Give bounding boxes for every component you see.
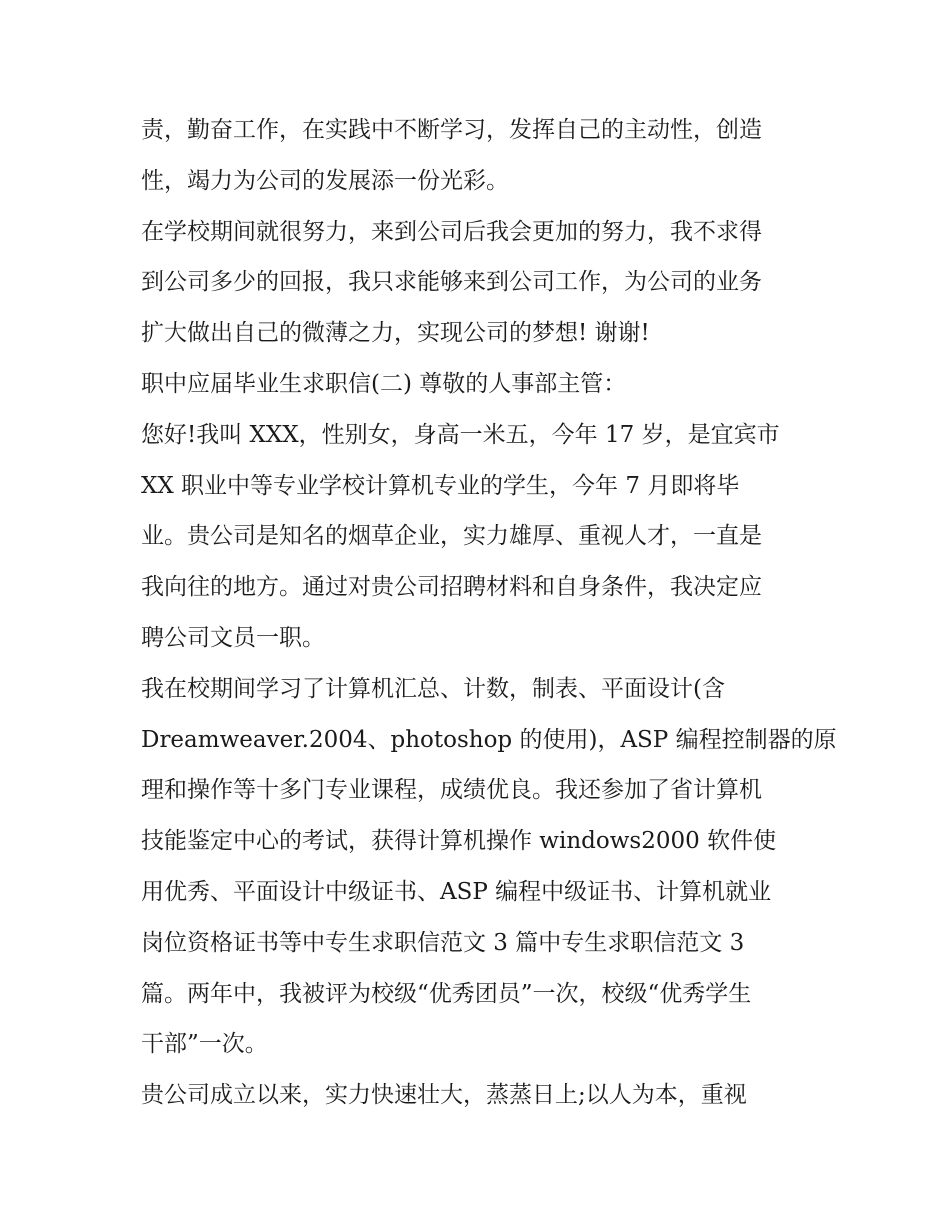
- text-line: 责，勤奋工作，在实践中不断学习，发挥自己的主动性，创造: [141, 117, 762, 143]
- text-line: 技能鉴定中心的考试，获得计算机操作 windows2000 软件使: [141, 828, 777, 855]
- section-heading-line: 职中应届毕业生求职信(二) 尊敬的人事部主管：: [141, 370, 627, 397]
- document-body: [141, 105, 837, 1121]
- text-line: Dreamweaver.2004、photoshop 的使用)，ASP 编程控制器的原: [141, 726, 837, 753]
- text-line: 我向往的地方。通过对贵公司招聘材料和自身条件，我决定应: [141, 574, 762, 601]
- text-line: 岗位资格证书等中专生求职信范文 3 篇中专生求职信范文 3: [141, 929, 745, 956]
- text-line: 到公司多少的回报，我只求能够来到公司工作，为公司的业务: [141, 269, 762, 296]
- text-line: 干部”一次。: [141, 1031, 268, 1058]
- text-line: 聘公司文员一职。: [141, 624, 325, 651]
- text-line: 贵公司成立以来，实力快速壮大，蒸蒸日上;以人为本，重视: [141, 1082, 747, 1109]
- text-line: 篇。两年中，我被评为校级“优秀团员”一次，校级“优秀学生: [141, 980, 752, 1007]
- text-line: 用优秀、平面设计中级证书、ASP 编程中级证书、计算机就业: [141, 878, 772, 905]
- text-line: 理和操作等十多门专业课程，成绩优良。我还参加了省计算机: [141, 777, 762, 804]
- text-line: 您好!我叫 XXX，性别女，身高一米五，今年 17 岁，是宜宾市: [141, 421, 780, 448]
- text-line: 我在校期间学习了计算机汇总、计数，制表、平面设计(含: [141, 675, 725, 702]
- text-line: XX 职业中等专业学校计算机专业的学生，今年 7 月即将毕: [141, 472, 740, 499]
- text-line: 业。贵公司是知名的烟草企业，实力雄厚、重视人才，一直是: [141, 523, 762, 550]
- text-line: 扩大做出自己的微薄之力，实现公司的梦想! 谢谢!: [141, 320, 650, 347]
- text-line: 在学校期间就很努力，来到公司后我会更加的努力，我不求得: [141, 218, 762, 245]
- text-line: 性，竭力为公司的发展添一份光彩。: [141, 167, 509, 194]
